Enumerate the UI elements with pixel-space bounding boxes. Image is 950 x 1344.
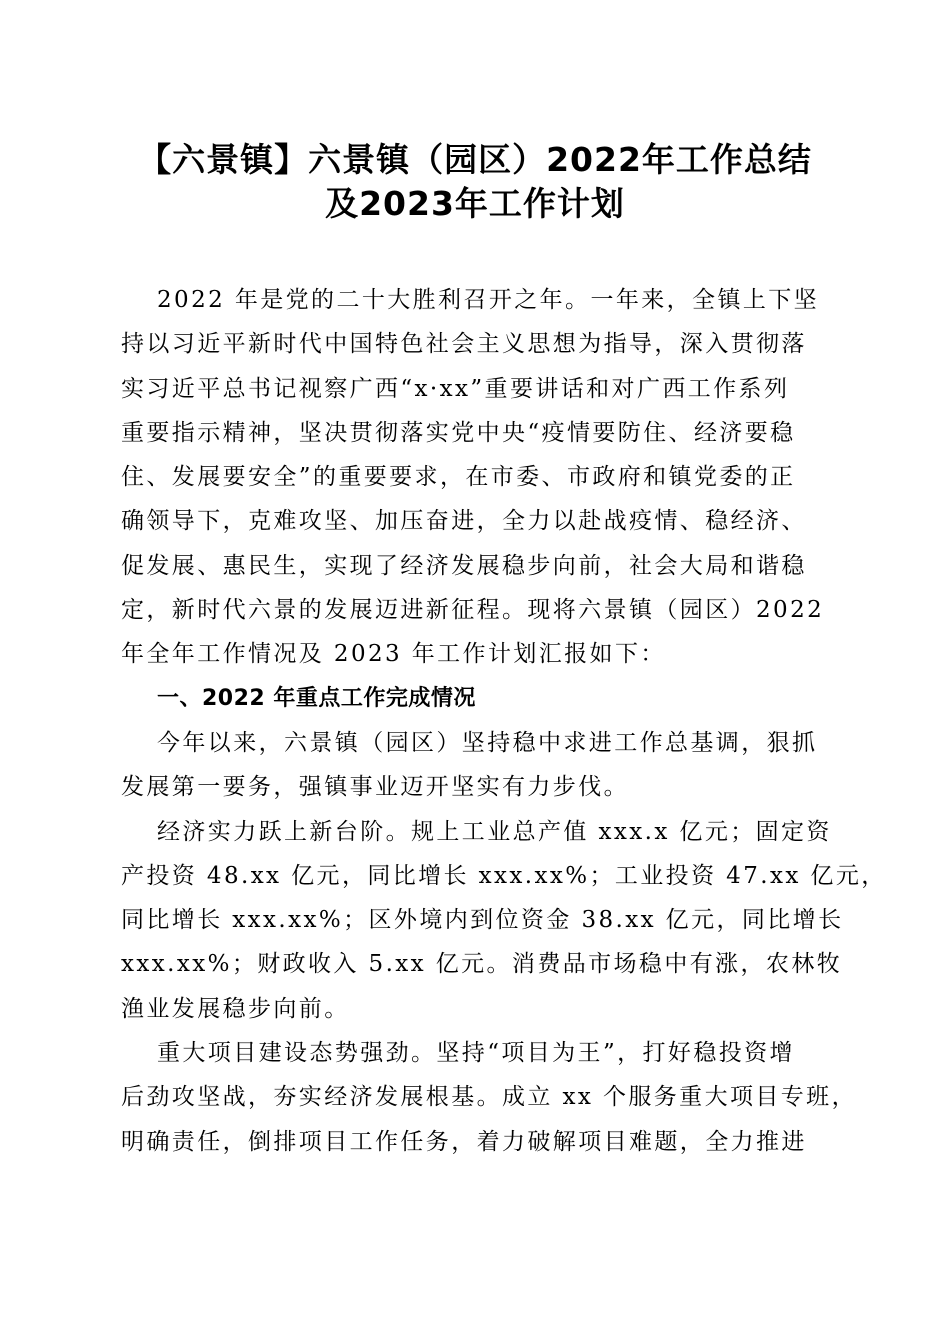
paragraph-line: 确领导下，克难攻坚、加压奋进，全力以赴战疫情、稳经济、 <box>121 508 807 535</box>
paragraph-line: 产投资 48.xx 亿元，同比增长 xxx.xx%；工业投资 47.xx 亿元， <box>121 862 887 889</box>
section-heading: 一、2022 年重点工作完成情况 <box>157 685 476 711</box>
paragraph-line: 促发展、惠民生，实现了经济发展稳步向前，社会大局和谐稳 <box>121 552 807 579</box>
paragraph-line: xxx.xx%；财政收入 5.xx 亿元。消费品市场稳中有涨，农林牧 <box>121 951 843 978</box>
document-body <box>121 278 887 1164</box>
paragraph-line: 经济实力跃上新台阶。规上工业总产值 xxx.x 亿元；固定资 <box>157 818 832 845</box>
paragraph-line: 同比增长 xxx.xx%；区外境内到位资金 38.xx 亿元，同比增长 <box>121 907 844 934</box>
document-title-line-1: 【六景镇】六景镇（园区）2022年工作总结 <box>138 140 812 179</box>
paragraph-line: 定，新时代六景的发展迈进新征程。现将六景镇（园区）2022 <box>121 597 825 624</box>
paragraph-line: 今年以来，六景镇（园区）坚持稳中求进工作总基调，狠抓 <box>157 729 818 756</box>
paragraph-line: 后劲攻坚战，夯实经济发展根基。成立 xx 个服务重大项目专班， <box>121 1084 857 1111</box>
paragraph-line: 实习近平总书记视察广西“x·xx”重要讲话和对广西工作系列 <box>121 375 790 402</box>
paragraph-line: 住、发展要安全”的重要要求，在市委、市政府和镇党委的正 <box>121 464 796 491</box>
paragraph-line: 重大项目建设态势强劲。坚持“项目为王”，打好稳投资增 <box>157 1040 795 1067</box>
paragraph-line: 2022 年是党的二十大胜利召开之年。一年来，全镇上下坚 <box>157 287 820 313</box>
paragraph-line: 持以习近平新时代中国特色社会主义思想为指导，深入贯彻落 <box>121 331 807 358</box>
paragraph-line: 年全年工作情况及 2023 年工作计划汇报如下： <box>121 641 666 668</box>
document-title-line-2: 及2023年工作计划 <box>325 184 625 223</box>
paragraph-line: 明确责任，倒排项目工作任务，着力破解项目难题，全力推进 <box>121 1128 807 1155</box>
paragraph-line: 重要指示精神，坚决贯彻落实党中央“疫情要防住、经济要稳 <box>121 419 796 446</box>
paragraph-line: 渔业发展稳步向前。 <box>121 995 350 1022</box>
paragraph-line: 发展第一要务，强镇事业迈开坚实有力步伐。 <box>121 774 629 801</box>
